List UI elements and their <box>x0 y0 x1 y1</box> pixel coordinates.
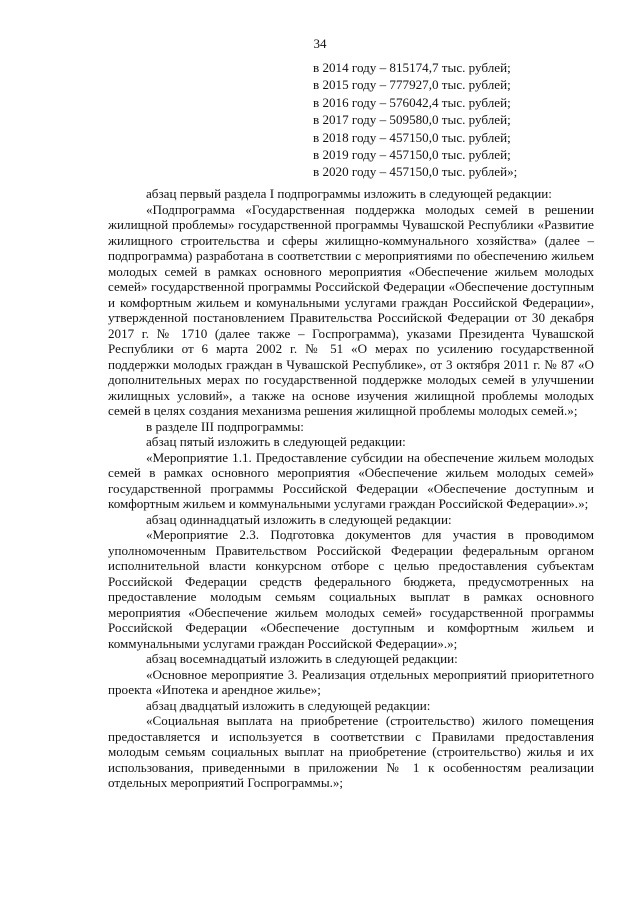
instruction-section-3: в разделе III подпрограммы: <box>146 418 304 434</box>
year-amount-2014: в 2014 году – 815174,7 тыс. рублей; <box>313 60 511 75</box>
quoted-subprogram-text: «Подпрограмма «Государственная поддержка молодых семей в решении жилищной проблемы» государственной программы Чувашской Республики «Развитие жилищного строительства и сферы жилищно-коммунального хозяйства» (далее – подпрограмма) разработана в соответствии с мероприятиями по обеспечению жильем молодых семей в рамках основного мероприятия «Обеспечение жильем молодых семей» государственной программы Российской Федерации «Обеспечение доступным и комфортным жильем и комунальными услугами граждан Российской Федерации», утвержденной постановлением Правительства Российской Федерации от 30 декабря 2017 г. № 1710 (далее также – Госпрограмма), указами Президента Чувашской Республики от 6 марта 2002 г. № 51 «О мерах по усилению государственной поддержки молодых граждан в Чувашской Республике», от 3 октября 2011 г. № 87 «О дополнительных мерах по государственной поддержке молодых семей в улучшении жилищных условий», а также на основе изучения жилищной проблемы молодых семей в целях создания механизма решения жилищной проблемы молодых семей.»; <box>108 201 594 418</box>
year-amount-list <box>313 59 517 181</box>
quoted-measure-1-1: «Мероприятие 1.1. Предоставление субсидии на обеспечение жильем молодых семей в рамках основного мероприятия «Обеспечение жильем молодых семей» государственной программы Российской Федерации «Обеспечение доступным и комфортным жильем и коммунальными услугами граждан Российской Федерации».»; <box>108 449 594 511</box>
year-amount-2018: в 2018 году – 457150,0 тыс. рублей; <box>313 129 511 145</box>
year-amount-2015: в 2015 году – 777927,0 тыс. рублей; <box>313 77 511 93</box>
instruction-paragraph-5: абзац пятый изложить в следующей редакции: <box>146 434 406 449</box>
year-amount-2016: в 2016 году – 576042,4 тыс. рублей; <box>313 94 511 110</box>
quoted-measure-2-3: «Мероприятие 2.3. Подготовка документов для участия в проводимом уполномоченным Правительством Российской Федерации федеральным органом исполнительной власти конкурсном отборе с целью предоставления субъектам Российской Федерации средств федерального бюджета, предусмотренных на предоставление молодым семьям социальных выплат в рамках основного мероприятия «Обеспечение жильем молодых семей» государственной программы Российской Федерации «Обеспечение доступным и комфортным жильем и коммунальными услугами граждан Российской Федерации».»; <box>108 527 594 651</box>
instruction-paragraph-20: абзац двадцатый изложить в следующей редакции: <box>146 697 431 713</box>
year-amount-2017: в 2017 году – 509580,0 тыс. рублей; <box>313 112 511 128</box>
year-amount-2020: в 2020 году – 457150,0 тыс. рублей»; <box>313 164 518 180</box>
instruction-section-1: абзац первый раздела I подпрограммы изложить в следующей редакции: <box>146 186 552 201</box>
instruction-paragraph-11: абзац одиннадцатый изложить в следующей редакции: <box>146 511 452 527</box>
instruction-paragraph-18: абзац восемнадцатый изложить в следующей редакции: <box>146 651 458 666</box>
page-number: 34 <box>313 36 327 51</box>
document-body <box>108 186 594 791</box>
year-amount-2019: в 2019 году – 457150,0 тыс. рублей; <box>313 147 511 163</box>
quoted-social-payment: «Социальная выплата на приобретение (строительство) жилого помещения предоставляется и используется в соответствии с Правилами предоставления молодым семьям социальных выплат на приобретение (строительство) жилья и их использования, приведенными в приложении № 1 к особенностям реализации отдельных мероприятий Госпрограммы.»; <box>108 713 594 790</box>
quoted-main-measure-3: «Основное мероприятие 3. Реализация отдельных мероприятий приоритетного проекта «Ипотека и арендное жилье»; <box>108 666 594 697</box>
